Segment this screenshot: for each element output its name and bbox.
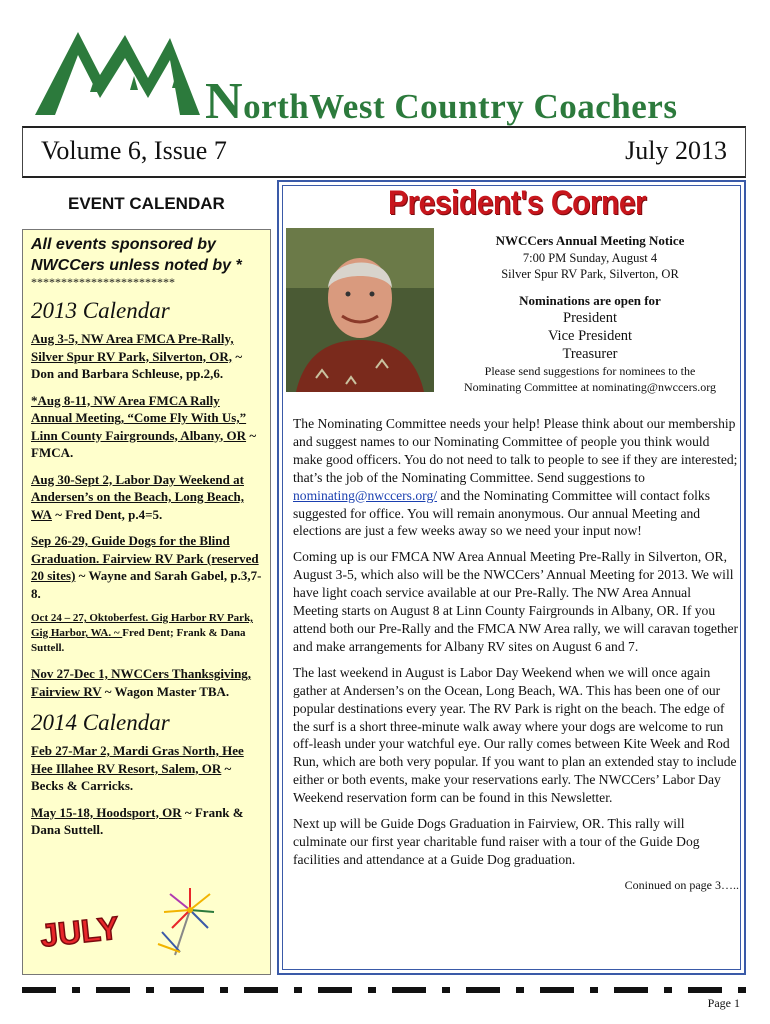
event-link[interactable]: Nov 27-Dec 1, NWCCers Thanksgiving, Fairview RV [31,666,252,699]
event-item [31,471,262,524]
event-link[interactable]: Oct 24 – 27, Oktoberfest. Gig Harbor RV Park, Gig Harbor, WA. ~ [31,612,253,639]
calendar-2014-heading: 2014 Calendar [31,710,170,735]
president-photo [286,228,434,392]
event-calendar-heading: EVENT CALENDAR [68,194,225,213]
office-vice-president: Vice President [547,328,633,344]
event-item [31,392,262,462]
july-art-text: JULY [38,909,121,954]
event-calendar-box [22,229,271,975]
nominating-email-link[interactable]: nominating@nwccers.org/ [293,487,438,503]
event-link[interactable]: Feb 27-Mar 2, Mardi Gras North, Hee Hee Illahee RV Resort, Salem, OR [31,743,244,776]
notice-place: Silver Spur RV Park, Silverton, OR [501,267,679,281]
event-details: ~ Wayne and Sarah Gabel, p.3,7-8. [31,568,262,601]
meeting-notice [440,233,740,395]
paragraph [293,415,739,540]
masthead-title [205,72,677,131]
event-item [31,665,262,700]
nominations-heading: Nominations are open for [519,292,661,308]
presidents-article [293,415,739,895]
page-number: Page 1 [707,996,740,1010]
event-link[interactable]: Aug 30-Sept 2, Labor Day Weekend at Andersen’s on the Beach, Long Beach, WA [31,471,244,522]
issue-bar [22,126,746,178]
masthead-initial: N [205,73,244,130]
event-details: ~ Fred Dent, p.4=5. [51,506,163,522]
event-link[interactable]: May 15-18, Hoodsport, OR [31,804,182,820]
event-details: ~ FMCA. [31,427,257,460]
event-item [31,330,262,383]
dashed-divider [22,985,746,995]
issue-date: July 2013 [625,136,727,165]
paragraph: Next up will be Guide Dogs Graduation in Fairview, OR. This rally will culminate our first year charitable fund raiser with a tour of the Guide Dog facilities and attendance at a Guide Dog graduation. [293,816,700,867]
mountains-trees-logo [30,20,205,120]
send-suggestions-line: Please send suggestions for nominees to the [484,364,696,378]
event-details: ~ Don and Barbara Schleuse, pp.2,6. [31,348,243,381]
event-link[interactable]: *Aug 8-11, NW Area FMCA Rally Annual Meeting, “Come Fly With Us,” Linn County Fairgrounds, Albany, OR [31,392,247,443]
event-item [31,532,262,602]
event-link[interactable]: Sep 26-29, Guide Dogs for the Blind Graduation. Fairview RV Park (reserved 20 sites) [31,533,259,583]
fireworks-icon [150,880,230,960]
event-item [31,804,262,839]
continued-note: Coninued on page 3….. [624,877,739,892]
july-clipart [36,905,126,955]
event-item [31,742,262,795]
masthead-title-rest: orthWest Country Coachers [243,87,678,126]
office-president: President [563,310,617,326]
notice-time: 7:00 PM Sunday, August 4 [522,250,658,265]
event-details: Fred Dent; Frank & Dana Suttell. [31,627,246,654]
paragraph-text: and the Nominating Committee will contact folks suggested for office. You will remain anonymous. Our annual Meeting and elections are just a few weeks away so we need your input now! [293,487,710,539]
calendar-2013-heading: 2013 Calendar [31,298,170,323]
event-details: ~ Becks & Carricks. [31,760,232,793]
office-treasurer: Treasurer [562,346,618,362]
paragraph: The last weekend in August is Labor Day Weekend when we will once again gather at Andersen’s on the Ocean, Long Beach, WA. This has been one of our popular destinations every year. The RV Park is right on the beach. The edge of the surf is a short three-minute walk away where your dogs are welcome to run off-leash under your watchful eye. Our rally comes between Kite Week and Rod Run, which are both very popular. If you want to plan an extended stay to include either or both events, make your reservations early. The NWCCers’ Labor Day Weekend reservation form can be found in this Newsletter. [293,664,737,806]
event-link[interactable]: Aug 3-5, NW Area FMCA Pre-Rally, Silver Spur RV Park, Silverton, OR, [31,331,234,364]
paragraph-text: The Nominating Committee needs your help! Please think about our membership and suggest names to our Nominating Committee of people you think would make good officers. You do not need to talk to people to see if they are interested; that’s the job of the Nominating Committee. Send suggestions to [293,416,738,485]
event-details: ~ Wagon Master TBA. [101,683,230,699]
notice-heading: NWCCers Annual Meeting Notice [495,233,685,248]
event-details: ~ Frank & Dana Suttell. [31,804,244,837]
paragraph: Coming up is our FMCA NW Area Annual Meeting Pre-Rally in Silverton, OR, August 3-5, which also will be the NWCCers’ Annual Meeting for 2013. We will have light coach service available at our Pre-Rally. The NW Area Annual Meeting starts on August 8 at Linn County Fairgrounds in Albany, OR. If you attend both our Pre-Rally and the FMCA NW Area rally, we will caravan together and make arrangements for Albany RV sites on August 6 and 7. [293,549,739,654]
volume-issue: Volume 6, Issue 7 [41,136,227,165]
presidents-corner-title: President's Corner [388,184,647,222]
event-item [31,611,262,656]
send-suggestions-email-line: Nominating Committee at nominating@nwccers.org [463,380,717,394]
sponsor-note: All events sponsored by NWCCers unless noted by * [31,236,242,274]
stars-divider: ************************ [31,276,175,288]
